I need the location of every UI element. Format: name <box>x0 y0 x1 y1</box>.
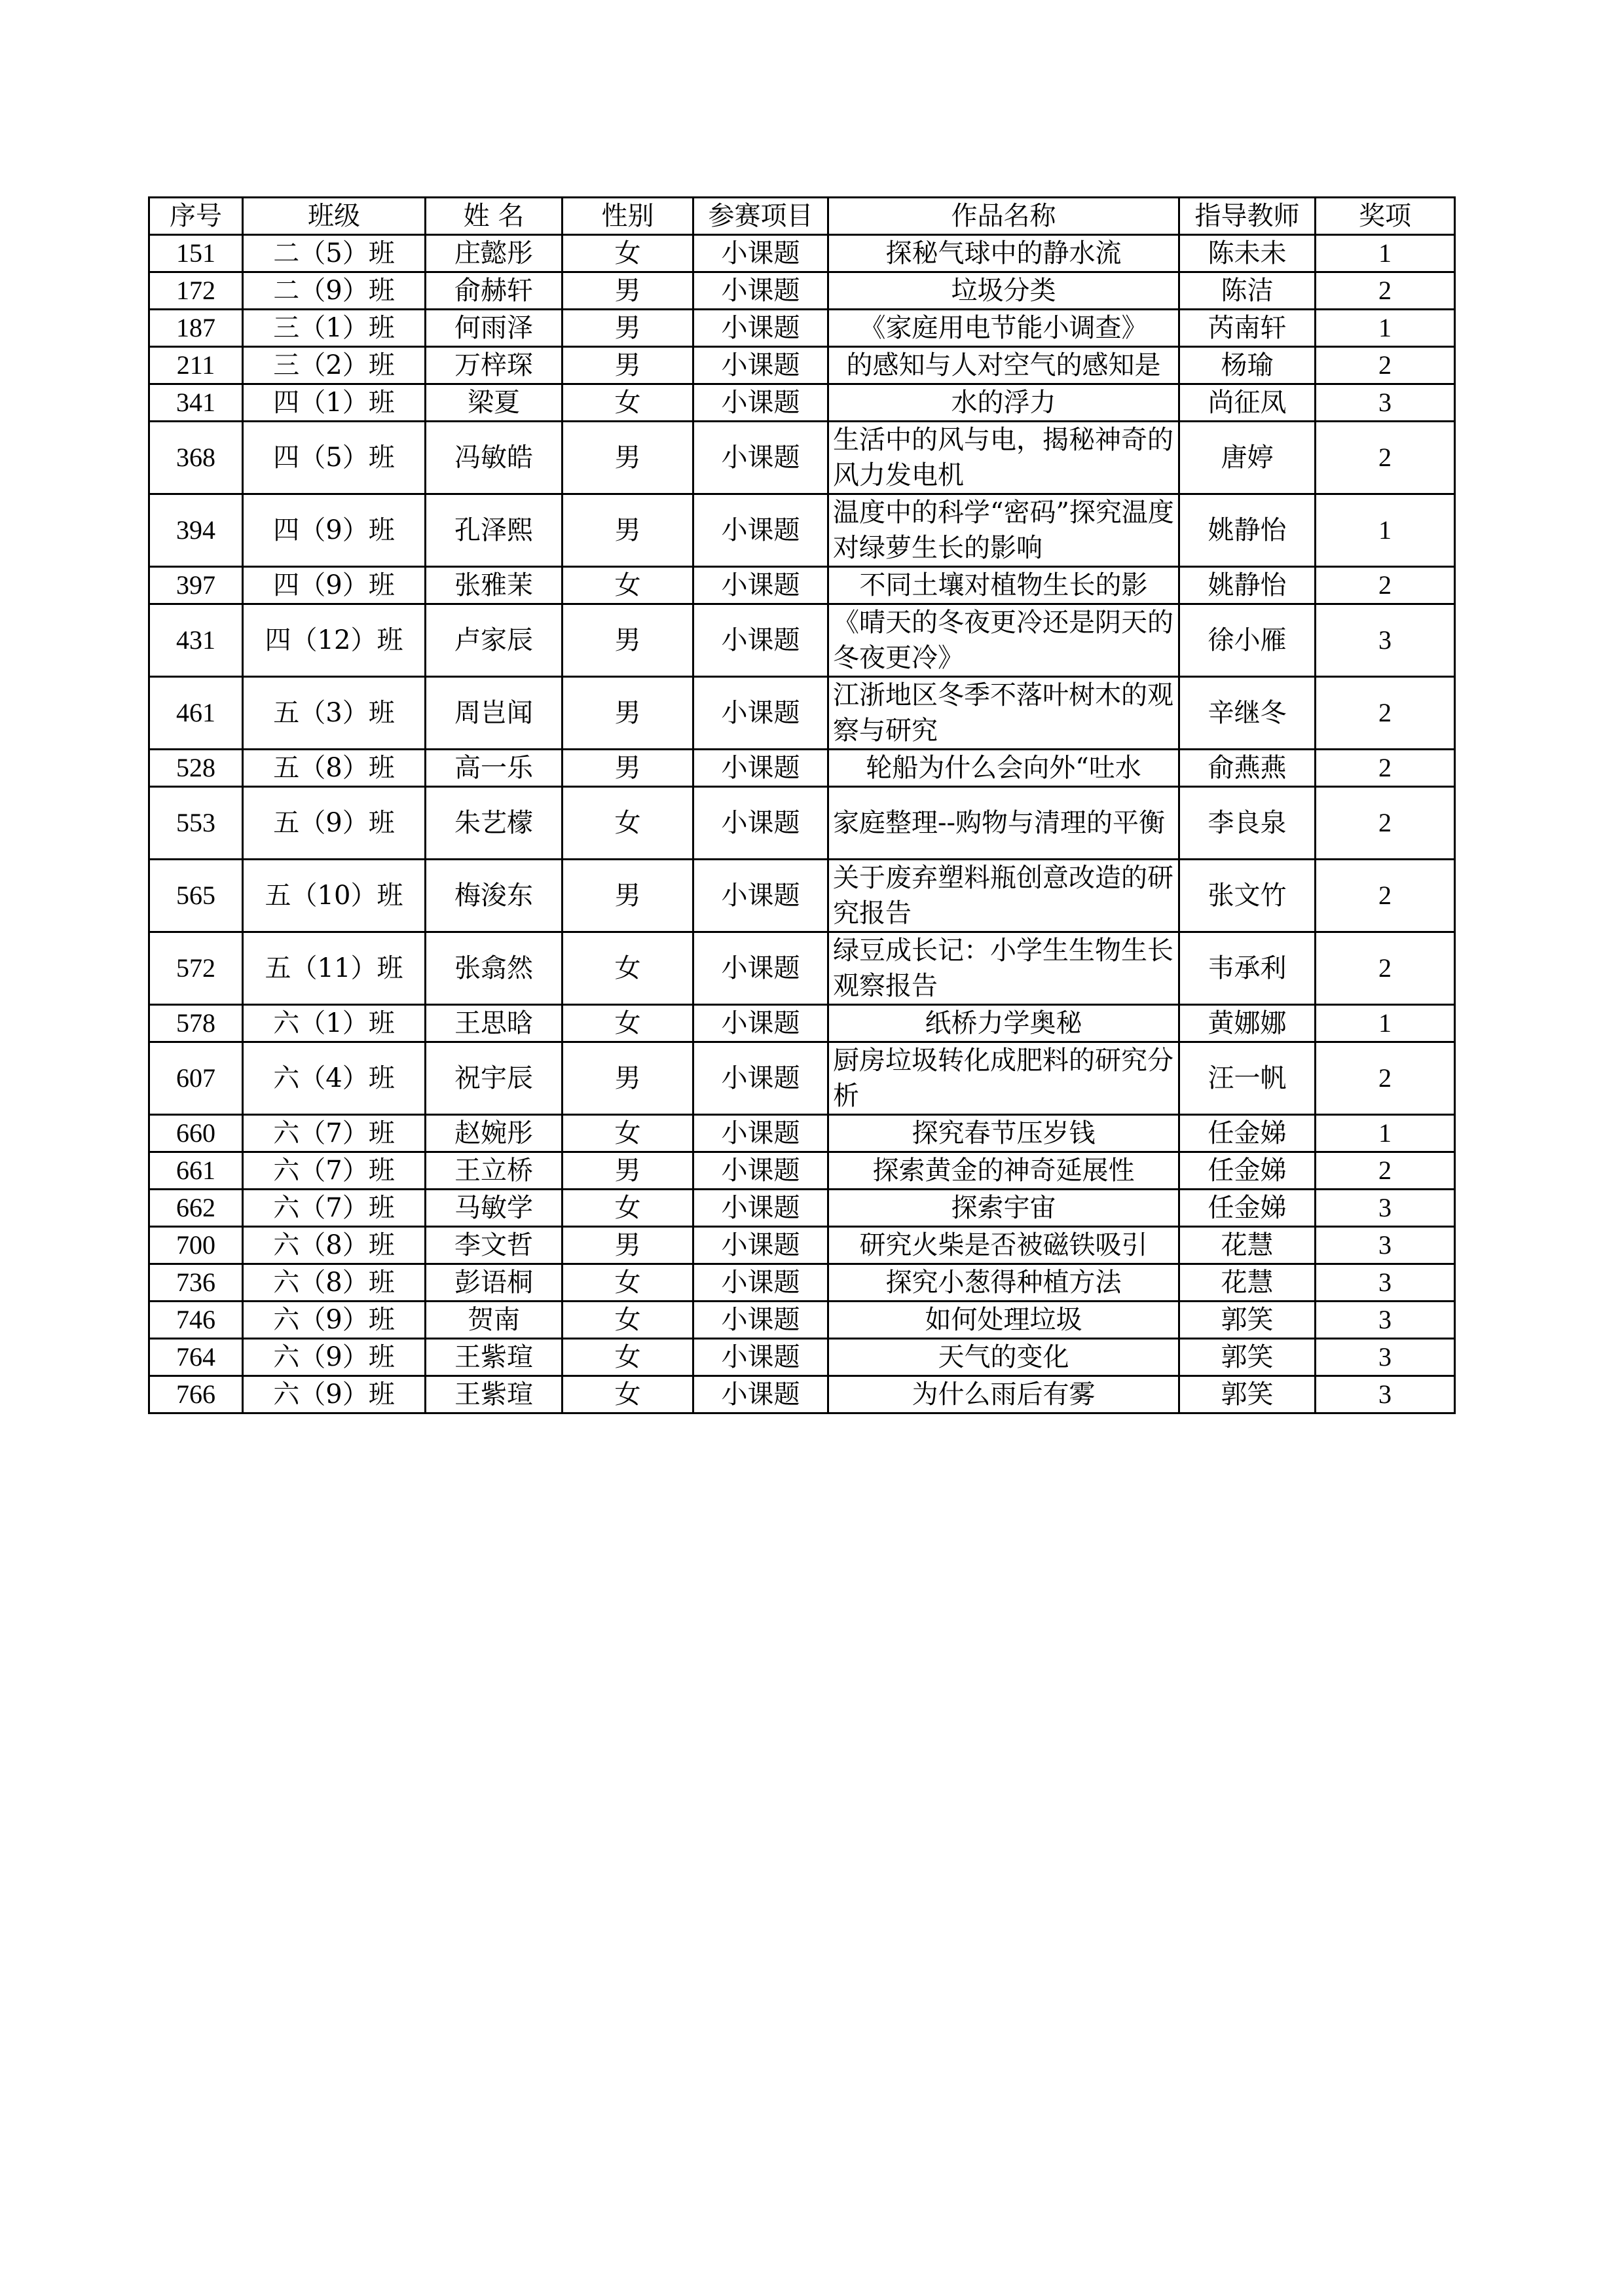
serial-number-cell: 766 <box>149 1376 243 1413</box>
header-cell: 指导教师 <box>1179 198 1316 235</box>
table-body <box>149 235 1455 1413</box>
table-row <box>149 1264 1455 1302</box>
project-title-cell: 探秘气球中的静水流 <box>828 235 1179 272</box>
student-name-cell: 周岂闻 <box>426 677 563 750</box>
teacher-cell: 郭笑 <box>1179 1339 1316 1376</box>
class-cell: 五（9）班 <box>243 787 426 860</box>
table-row <box>149 932 1455 1005</box>
class-cell: 六（7）班 <box>243 1190 426 1227</box>
teacher-cell: 陈未未 <box>1179 235 1316 272</box>
project-title-cell: 不同土壤对植物生长的影 <box>828 567 1179 604</box>
project-title-cell: 《晴天的冬夜更冷还是阴天的冬夜更冷》 <box>828 604 1179 677</box>
award-level-cell: 3 <box>1316 384 1455 422</box>
serial-number-cell: 607 <box>149 1042 243 1115</box>
student-name-cell: 卢家辰 <box>426 604 563 677</box>
serial-number-cell: 578 <box>149 1005 243 1042</box>
table-row <box>149 787 1455 860</box>
gender-cell: 女 <box>563 1302 693 1339</box>
class-cell: 六（4）班 <box>243 1042 426 1115</box>
header-row <box>149 198 1455 235</box>
student-name-cell: 梁夏 <box>426 384 563 422</box>
project-title-cell: 家庭整理--购物与清理的平衡 <box>828 787 1179 860</box>
award-level-cell: 1 <box>1316 235 1455 272</box>
serial-number-cell: 700 <box>149 1227 243 1264</box>
category-cell: 小课题 <box>693 567 828 604</box>
project-title-cell: 研究火柴是否被磁铁吸引 <box>828 1227 1179 1264</box>
gender-cell: 女 <box>563 384 693 422</box>
student-name-cell: 王立桥 <box>426 1152 563 1190</box>
serial-number-cell: 431 <box>149 604 243 677</box>
project-title-cell: 探究小葱得种植方法 <box>828 1264 1179 1302</box>
teacher-cell: 姚静怡 <box>1179 494 1316 567</box>
class-cell: 六（7）班 <box>243 1152 426 1190</box>
serial-number-cell: 660 <box>149 1115 243 1152</box>
table-row <box>149 1190 1455 1227</box>
project-title-cell: 纸桥力学奥秘 <box>828 1005 1179 1042</box>
class-cell: 五（3）班 <box>243 677 426 750</box>
teacher-cell: 任金娣 <box>1179 1190 1316 1227</box>
teacher-cell: 尚征凤 <box>1179 384 1316 422</box>
class-cell: 四（12）班 <box>243 604 426 677</box>
teacher-cell: 郭笑 <box>1179 1302 1316 1339</box>
teacher-cell: 任金娣 <box>1179 1115 1316 1152</box>
student-name-cell: 李文哲 <box>426 1227 563 1264</box>
teacher-cell: 韦承利 <box>1179 932 1316 1005</box>
teacher-cell: 杨瑜 <box>1179 347 1316 384</box>
gender-cell: 男 <box>563 860 693 932</box>
serial-number-cell: 662 <box>149 1190 243 1227</box>
teacher-cell: 黄娜娜 <box>1179 1005 1316 1042</box>
category-cell: 小课题 <box>693 272 828 310</box>
gender-cell: 男 <box>563 1227 693 1264</box>
category-cell: 小课题 <box>693 750 828 787</box>
award-level-cell: 3 <box>1316 1302 1455 1339</box>
category-cell: 小课题 <box>693 1152 828 1190</box>
gender-cell: 女 <box>563 1190 693 1227</box>
project-title-cell: 为什么雨后有雾 <box>828 1376 1179 1413</box>
table-row <box>149 750 1455 787</box>
class-cell: 二（5）班 <box>243 235 426 272</box>
student-name-cell: 王思晗 <box>426 1005 563 1042</box>
teacher-cell: 花慧 <box>1179 1264 1316 1302</box>
student-name-cell: 彭语桐 <box>426 1264 563 1302</box>
student-name-cell: 王紫瑄 <box>426 1376 563 1413</box>
project-title-cell: 的感知与人对空气的感知是 <box>828 347 1179 384</box>
class-cell: 六（8）班 <box>243 1227 426 1264</box>
serial-number-cell: 461 <box>149 677 243 750</box>
teacher-cell: 张文竹 <box>1179 860 1316 932</box>
student-name-cell: 孔泽熙 <box>426 494 563 567</box>
serial-number-cell: 341 <box>149 384 243 422</box>
table-row <box>149 272 1455 310</box>
student-name-cell: 俞赫轩 <box>426 272 563 310</box>
category-cell: 小课题 <box>693 932 828 1005</box>
serial-number-cell: 746 <box>149 1302 243 1339</box>
gender-cell: 男 <box>563 1042 693 1115</box>
gender-cell: 男 <box>563 494 693 567</box>
gender-cell: 男 <box>563 310 693 347</box>
project-title-cell: 厨房垃圾转化成肥料的研究分析 <box>828 1042 1179 1115</box>
award-level-cell: 2 <box>1316 787 1455 860</box>
gender-cell: 女 <box>563 235 693 272</box>
project-title-cell: 如何处理垃圾 <box>828 1302 1179 1339</box>
award-level-cell: 2 <box>1316 750 1455 787</box>
gender-cell: 男 <box>563 272 693 310</box>
award-level-cell: 1 <box>1316 494 1455 567</box>
teacher-cell: 李良泉 <box>1179 787 1316 860</box>
class-cell: 四（5）班 <box>243 422 426 494</box>
category-cell: 小课题 <box>693 860 828 932</box>
project-title-cell: 轮船为什么会向外“吐水 <box>828 750 1179 787</box>
table-row <box>149 567 1455 604</box>
award-level-cell: 1 <box>1316 1005 1455 1042</box>
award-level-cell: 3 <box>1316 604 1455 677</box>
award-level-cell: 3 <box>1316 1339 1455 1376</box>
class-cell: 六（1）班 <box>243 1005 426 1042</box>
category-cell: 小课题 <box>693 787 828 860</box>
header-cell: 奖项 <box>1316 198 1455 235</box>
table-row <box>149 860 1455 932</box>
award-level-cell: 2 <box>1316 1042 1455 1115</box>
gender-cell: 女 <box>563 787 693 860</box>
header-cell: 参赛项目 <box>693 198 828 235</box>
table-row <box>149 1227 1455 1264</box>
category-cell: 小课题 <box>693 384 828 422</box>
teacher-cell: 徐小雁 <box>1179 604 1316 677</box>
header-cell: 性别 <box>563 198 693 235</box>
student-name-cell: 何雨泽 <box>426 310 563 347</box>
student-name-cell: 朱艺檬 <box>426 787 563 860</box>
gender-cell: 女 <box>563 1339 693 1376</box>
student-name-cell: 马敏学 <box>426 1190 563 1227</box>
category-cell: 小课题 <box>693 494 828 567</box>
project-title-cell: 关于废弃塑料瓶创意改造的研究报告 <box>828 860 1179 932</box>
header-cell: 作品名称 <box>828 198 1179 235</box>
project-title-cell: 《家庭用电节能小调查》 <box>828 310 1179 347</box>
gender-cell: 男 <box>563 1152 693 1190</box>
serial-number-cell: 187 <box>149 310 243 347</box>
teacher-cell: 俞燕燕 <box>1179 750 1316 787</box>
header-cell: 班级 <box>243 198 426 235</box>
student-name-cell: 祝宇辰 <box>426 1042 563 1115</box>
table-row <box>149 422 1455 494</box>
award-level-cell: 2 <box>1316 1152 1455 1190</box>
category-cell: 小课题 <box>693 1339 828 1376</box>
student-name-cell: 贺南 <box>426 1302 563 1339</box>
project-title-cell: 天气的变化 <box>828 1339 1179 1376</box>
header-cell: 序号 <box>149 198 243 235</box>
project-title-cell: 垃圾分类 <box>828 272 1179 310</box>
project-title-cell: 江浙地区冬季不落叶树木的观察与研究 <box>828 677 1179 750</box>
category-cell: 小课题 <box>693 1115 828 1152</box>
award-level-cell: 1 <box>1316 1115 1455 1152</box>
gender-cell: 男 <box>563 750 693 787</box>
gender-cell: 女 <box>563 1376 693 1413</box>
award-level-cell: 3 <box>1316 1376 1455 1413</box>
table-row <box>149 1339 1455 1376</box>
category-cell: 小课题 <box>693 1264 828 1302</box>
teacher-cell: 姚静怡 <box>1179 567 1316 604</box>
category-cell: 小课题 <box>693 1376 828 1413</box>
serial-number-cell: 661 <box>149 1152 243 1190</box>
category-cell: 小课题 <box>693 604 828 677</box>
category-cell: 小课题 <box>693 347 828 384</box>
serial-number-cell: 764 <box>149 1339 243 1376</box>
serial-number-cell: 151 <box>149 235 243 272</box>
student-name-cell: 张翕然 <box>426 932 563 1005</box>
class-cell: 四（1）班 <box>243 384 426 422</box>
gender-cell: 女 <box>563 1264 693 1302</box>
teacher-cell: 任金娣 <box>1179 1152 1316 1190</box>
teacher-cell: 辛继冬 <box>1179 677 1316 750</box>
award-level-cell: 2 <box>1316 932 1455 1005</box>
project-title-cell: 生活中的风与电，揭秘神奇的风力发电机 <box>828 422 1179 494</box>
class-cell: 六（9）班 <box>243 1376 426 1413</box>
category-cell: 小课题 <box>693 1227 828 1264</box>
class-cell: 四（9）班 <box>243 567 426 604</box>
student-name-cell: 高一乐 <box>426 750 563 787</box>
teacher-cell: 花慧 <box>1179 1227 1316 1264</box>
teacher-cell: 汪一帆 <box>1179 1042 1316 1115</box>
category-cell: 小课题 <box>693 1042 828 1115</box>
award-level-cell: 3 <box>1316 1264 1455 1302</box>
teacher-cell: 唐婷 <box>1179 422 1316 494</box>
table-row <box>149 1302 1455 1339</box>
award-level-cell: 2 <box>1316 677 1455 750</box>
serial-number-cell: 736 <box>149 1264 243 1302</box>
category-cell: 小课题 <box>693 310 828 347</box>
serial-number-cell: 528 <box>149 750 243 787</box>
award-level-cell: 2 <box>1316 567 1455 604</box>
serial-number-cell: 172 <box>149 272 243 310</box>
category-cell: 小课题 <box>693 1005 828 1042</box>
award-level-cell: 2 <box>1316 422 1455 494</box>
class-cell: 二（9）班 <box>243 272 426 310</box>
class-cell: 四（9）班 <box>243 494 426 567</box>
student-name-cell: 梅浚东 <box>426 860 563 932</box>
serial-number-cell: 368 <box>149 422 243 494</box>
class-cell: 三（2）班 <box>243 347 426 384</box>
award-level-cell: 2 <box>1316 347 1455 384</box>
student-name-cell: 万梓琛 <box>426 347 563 384</box>
gender-cell: 女 <box>563 932 693 1005</box>
project-title-cell: 绿豆成长记：小学生生物生长观察报告 <box>828 932 1179 1005</box>
project-title-cell: 探索宇宙 <box>828 1190 1179 1227</box>
award-list-sheet <box>148 196 1456 1414</box>
award-level-cell: 3 <box>1316 1190 1455 1227</box>
category-cell: 小课题 <box>693 677 828 750</box>
gender-cell: 女 <box>563 567 693 604</box>
gender-cell: 男 <box>563 677 693 750</box>
table-row <box>149 310 1455 347</box>
category-cell: 小课题 <box>693 422 828 494</box>
class-cell: 三（1）班 <box>243 310 426 347</box>
serial-number-cell: 572 <box>149 932 243 1005</box>
gender-cell: 女 <box>563 1115 693 1152</box>
gender-cell: 男 <box>563 604 693 677</box>
table-row <box>149 494 1455 567</box>
table-row <box>149 384 1455 422</box>
teacher-cell: 陈洁 <box>1179 272 1316 310</box>
table-row <box>149 1042 1455 1115</box>
category-cell: 小课题 <box>693 1302 828 1339</box>
table-row <box>149 1005 1455 1042</box>
table-row <box>149 1376 1455 1413</box>
gender-cell: 男 <box>563 422 693 494</box>
class-cell: 五（11）班 <box>243 932 426 1005</box>
table-row <box>149 235 1455 272</box>
serial-number-cell: 565 <box>149 860 243 932</box>
student-name-cell: 庄懿彤 <box>426 235 563 272</box>
serial-number-cell: 397 <box>149 567 243 604</box>
student-name-cell: 王紫瑄 <box>426 1339 563 1376</box>
student-name-cell: 冯敏皓 <box>426 422 563 494</box>
student-name-cell: 张雅茉 <box>426 567 563 604</box>
project-title-cell: 水的浮力 <box>828 384 1179 422</box>
project-title-cell: 温度中的科学“密码”探究温度对绿萝生长的影响 <box>828 494 1179 567</box>
award-table <box>148 196 1456 1414</box>
serial-number-cell: 211 <box>149 347 243 384</box>
student-name-cell: 赵婉彤 <box>426 1115 563 1152</box>
class-cell: 五（8）班 <box>243 750 426 787</box>
gender-cell: 女 <box>563 1005 693 1042</box>
gender-cell: 男 <box>563 347 693 384</box>
class-cell: 六（9）班 <box>243 1339 426 1376</box>
category-cell: 小课题 <box>693 235 828 272</box>
class-cell: 六（8）班 <box>243 1264 426 1302</box>
project-title-cell: 探索黄金的神奇延展性 <box>828 1152 1179 1190</box>
class-cell: 五（10）班 <box>243 860 426 932</box>
serial-number-cell: 394 <box>149 494 243 567</box>
table-row <box>149 1152 1455 1190</box>
serial-number-cell: 553 <box>149 787 243 860</box>
table-row <box>149 347 1455 384</box>
class-cell: 六（9）班 <box>243 1302 426 1339</box>
award-level-cell: 2 <box>1316 272 1455 310</box>
class-cell: 六（7）班 <box>243 1115 426 1152</box>
table-row <box>149 677 1455 750</box>
award-level-cell: 2 <box>1316 860 1455 932</box>
table-row <box>149 604 1455 677</box>
teacher-cell: 芮南轩 <box>1179 310 1316 347</box>
teacher-cell: 郭笑 <box>1179 1376 1316 1413</box>
award-level-cell: 1 <box>1316 310 1455 347</box>
table-row <box>149 1115 1455 1152</box>
header-cell: 姓 名 <box>426 198 563 235</box>
project-title-cell: 探究春节压岁钱 <box>828 1115 1179 1152</box>
award-level-cell: 3 <box>1316 1227 1455 1264</box>
category-cell: 小课题 <box>693 1190 828 1227</box>
